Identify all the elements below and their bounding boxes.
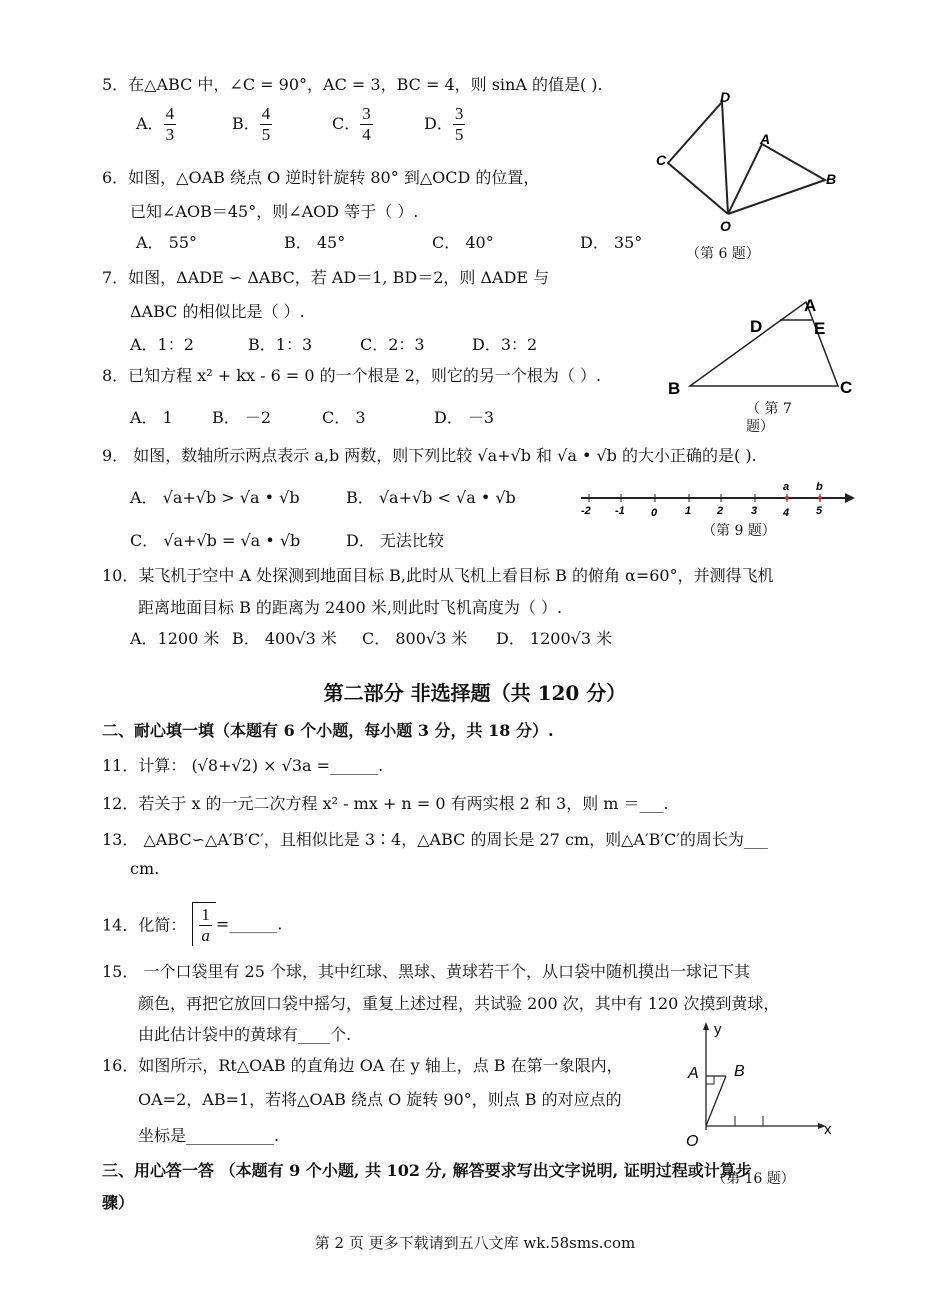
q7-label-e: E <box>814 319 826 338</box>
q9-label-a: a <box>783 481 790 493</box>
q16-line2: OA=2，AB=1，若将△OAB 绕点 O 旋转 90°，则点 B 的对应点的 <box>138 1090 622 1109</box>
q6-option-c: C． 40° <box>432 233 494 252</box>
q7-option-d: D．3：2 <box>472 335 538 354</box>
q16-right-angle-mark <box>706 1076 714 1084</box>
q9-option-a: A． √a+√b > √a • √b <box>130 488 300 507</box>
section3-header-line2: 骤） <box>102 1193 135 1212</box>
q6-option-a: A． 55° <box>136 233 198 252</box>
q5-option-d: D． $\frac{3}{5}$ <box>424 104 464 144</box>
q10-option-a: A．1200 米 <box>130 629 220 648</box>
q9-option-d: D． 无法比较 <box>346 531 444 550</box>
q6-label-b: B <box>826 171 837 187</box>
q9-tick-label: 4 <box>783 507 790 518</box>
q6-label-a: A <box>760 131 771 147</box>
q9-stem: 9． 如图，数轴所示两点表示 a,b 两数，则下列比较 √a+√b 和 √a • √b 的大小正确的是( ). <box>102 446 757 465</box>
q16-line1: 16．如图所示，Rt△OAB 的直角边 OA 在 y 轴上，点 B 在第一象限内， <box>102 1056 623 1075</box>
q7-caption-line1: （ 第 7 <box>746 401 792 417</box>
q16-figure <box>680 1018 840 1158</box>
q16-label-o: O <box>686 1133 699 1150</box>
q6-line2: 已知∠AOB＝45°，则∠AOD 等于（ ）. <box>130 202 419 221</box>
q16-label-a: A <box>688 1065 699 1082</box>
q9-tick-label: 2 <box>717 505 724 517</box>
q14-suffix: =______. <box>215 914 283 934</box>
q9-tick-label: -2 <box>581 505 591 517</box>
q6-triangle-ocd <box>668 102 728 214</box>
q6-line1: 6．如图，△OAB 绕点 O 逆时针旋转 80° 到△OCD 的位置， <box>102 168 540 187</box>
q5-stem: 5．在△ABC 中，∠C = 90°，AC = 3，BC = 4，则 sinA 的值是( ). <box>102 75 603 94</box>
q7-option-a: A．1：2 <box>130 335 194 354</box>
q9-point-a <box>785 496 789 500</box>
q16-line3: 坐标是___________. <box>138 1126 280 1145</box>
q7-option-c: C．2：3 <box>360 335 425 354</box>
q16-caption: （第 16 题） <box>712 1171 795 1187</box>
q9-tick-label: -1 <box>615 505 625 517</box>
q9-axis-arrow <box>845 493 855 503</box>
q16-label-x: x <box>824 1121 832 1138</box>
q16-y-arrow <box>703 1022 709 1030</box>
q15-line2: 颜色，再把它放回口袋中摇匀，重复上述过程，共试验 200 次，其中有 120 次摸到黄球， <box>138 994 780 1013</box>
q7-option-b: B．1：3 <box>248 335 313 354</box>
q5-option-c: C． $\frac{3}{4}$ <box>332 104 371 144</box>
q9-tick-label: 1 <box>685 505 692 517</box>
q6-label-o: O <box>720 218 731 234</box>
q8-option-a: A． 1 <box>130 408 173 427</box>
q6-option-b: B． 45° <box>284 233 346 252</box>
q12: 12．若关于 x 的一元二次方程 x² - mx + n = 0 有两实根 2 和 3，则 m ＝___. <box>102 794 669 813</box>
q9-label-b: b <box>816 481 823 493</box>
q10-option-d: D． 1200√3 米 <box>496 629 613 648</box>
q7-label-b: B <box>668 379 681 398</box>
q15-line3: 由此估计袋中的黄球有____个. <box>138 1025 352 1044</box>
q5-option-b: B． $\frac{4}{5}$ <box>232 104 271 144</box>
q10-line1: 10．某飞机于空中 A 处探测到地面目标 B,此时从飞机上看目标 B 的俯角 α=60°，并测得飞机 <box>102 566 774 585</box>
q6-label-c: C <box>656 152 667 168</box>
section2-header: 二、耐心填一填（本题有 6 个小题，每小题 3 分，共 18 分）. <box>102 721 554 740</box>
section3-header-line1: 三、用心答一答 （本题有 9 个小题, 共 102 分, 解答要求写出文字说明, 证明过程或计算步 <box>102 1161 752 1180</box>
q8-option-d: D． －3 <box>434 408 495 427</box>
q7-figure <box>662 290 862 400</box>
q14-prefix: 14．化简： <box>102 915 187 935</box>
q9-tick-label: 0 <box>651 507 658 518</box>
q9-number-line <box>575 478 860 518</box>
q10-option-b: B． 400√3 米 <box>232 629 337 648</box>
q7-label-a: A <box>804 296 817 315</box>
q6-figure <box>650 88 845 238</box>
q7-label-c: C <box>840 378 853 397</box>
q6-triangle-oab <box>728 144 825 214</box>
q8-stem: 8．已知方程 x² + kx - 6 = 0 的一个根是 2，则它的另一个根为（ ）. <box>102 366 602 385</box>
q13-line2: cm. <box>130 859 160 878</box>
q14 <box>102 902 282 946</box>
q8-option-b: B． －2 <box>212 408 272 427</box>
q5-option-a: A． $\frac{4}{3}$ <box>136 104 175 144</box>
q7-line2: ΔABC 的相似比是（ ）. <box>130 302 305 321</box>
q6-label-d: D <box>720 89 731 105</box>
q15-line1: 15． 一个口袋里有 25 个球，其中红球、黑球、黄球若干个，从口袋中随机摸出一球记下其 <box>102 962 750 981</box>
q9-tick-label: 5 <box>816 505 823 517</box>
q9-point-b <box>818 496 822 500</box>
q8-option-c: C． 3 <box>322 408 366 427</box>
q16-label-y: y <box>714 1021 722 1038</box>
q16-label-b: B <box>734 1063 745 1080</box>
q7-label-d: D <box>750 317 763 336</box>
q6-caption: （第 6 题） <box>686 246 760 262</box>
part2-title: 第二部分 非选择题（共 120 分） <box>323 681 627 705</box>
q6-option-d: D． 35° <box>580 233 643 252</box>
q9-caption: （第 9 题） <box>702 523 776 539</box>
page-footer: 第 2 页 更多下载请到五八文库 wk.58sms.com <box>314 1234 636 1252</box>
q13-line1: 13． △ABC∽△A′B′C′，且相似比是 3∶4，△ABC 的周长是 27 cm，则△A′B′C′的周长为___ <box>102 830 768 849</box>
q7-line1: 7．如图，ΔADE ∽ ΔABC，若 AD＝1, BD＝2，则 ΔADE 与 <box>102 268 550 287</box>
q11: 11．计算： (√8+√2) × √3a =______. <box>102 756 384 775</box>
q7-caption-line2: 题） <box>746 419 774 435</box>
q9-tick-label: 3 <box>751 505 758 517</box>
q9-option-c: C． √a+√b = √a • √b <box>130 531 301 550</box>
q9-option-b: B． √a+√b < √a • √b <box>346 488 516 507</box>
q10-line2: 距离地面目标 B 的距离为 2400 米,则此时飞机高度为（ ）. <box>138 598 563 617</box>
q14-radical: $\frac{1}{a}$ <box>192 902 216 946</box>
q10-option-c: C． 800√3 米 <box>362 629 468 648</box>
